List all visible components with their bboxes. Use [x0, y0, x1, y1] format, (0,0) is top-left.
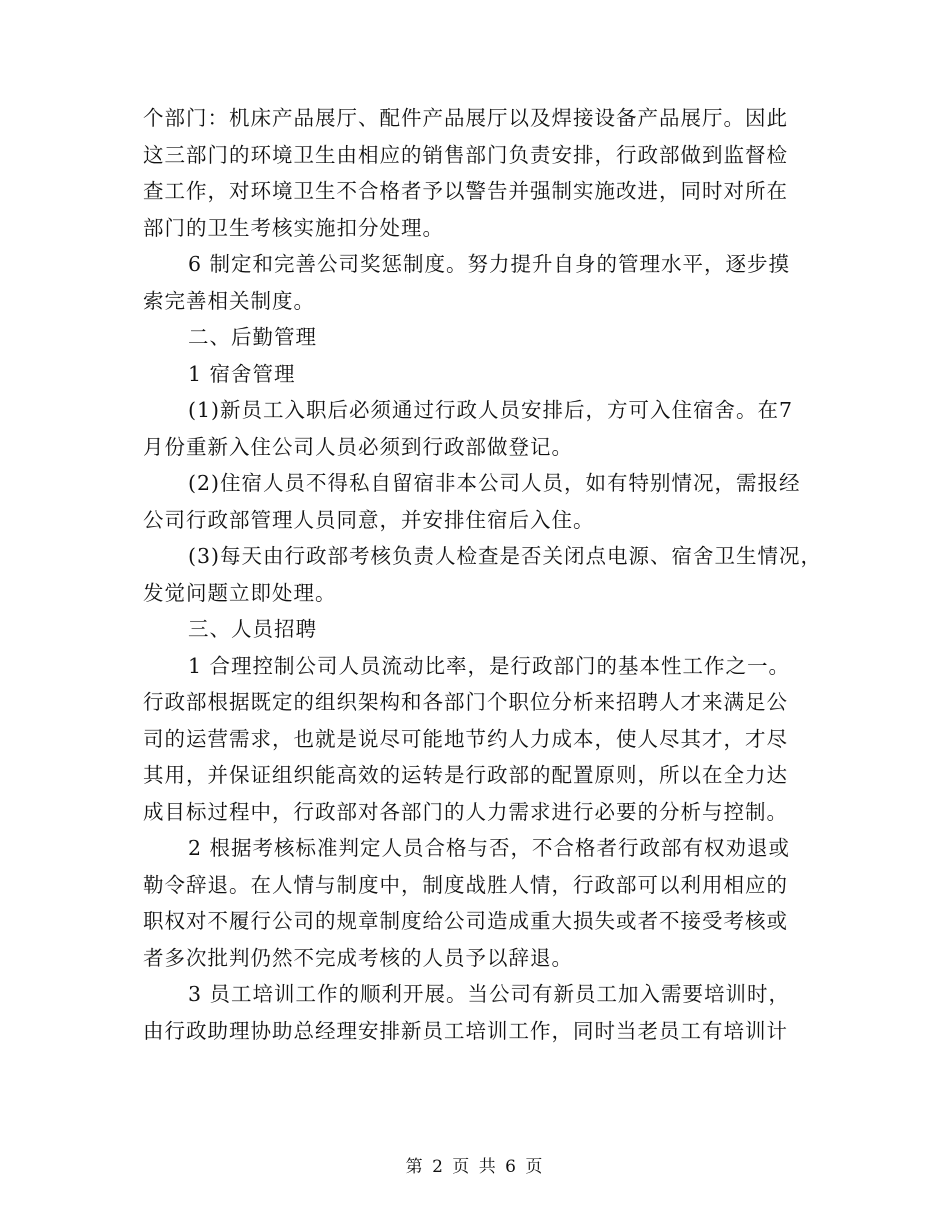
text-line: 查工作，对环境卫生不合格者予以警告并强制实施改进，同时对所在: [143, 179, 788, 203]
text-line: 二、后勤管理: [188, 325, 317, 349]
text-line: 司的运营需求，也就是说尽可能地节约人力成本，使人尽其才，才尽: [143, 726, 788, 751]
text-line: 行政部根据既定的组织架构和各部门个职位分析来招聘人才来满足公: [143, 690, 788, 714]
text-line: (1)新员工入职后必须通过行政人员安排后，方可入住宿舍。在7: [188, 398, 794, 422]
body-text: [143, 100, 823, 1049]
text-line: 1 合理控制公司人员流动比率，是行政部门的基本性工作之一。: [188, 653, 791, 678]
text-line: 成目标过程中，行政部对各部门的人力需求进行必要的分析与控制。: [143, 799, 788, 824]
text-line: 3 员工培训工作的顺利开展。当公司有新员工加入需要培训时，: [188, 982, 791, 1006]
text-line: 部门的卫生考核实施扣分处理。: [143, 215, 444, 240]
text-line: 1 宿舍管理: [188, 361, 296, 386]
text-line: 职权对不履行公司的规章制度给公司造成重大损失或者不接受考核或: [143, 909, 788, 933]
text-line: 公司行政部管理人员同意，并安排住宿后入住。: [143, 507, 595, 532]
text-line: 发觉问题立即处理。: [143, 580, 337, 605]
text-line: 者多次批判仍然不完成考核的人员予以辞退。: [143, 945, 573, 970]
text-line: 索完善相关制度。: [143, 288, 315, 313]
text-line: 这三部门的环境卫生由相应的销售部门负责安排，行政部做到监督检: [143, 142, 788, 167]
text-line: 2 根据考核标准判定人员合格与否，不合格者行政部有权劝退或: [188, 836, 791, 860]
text-line: (2)住宿人员不得私自留宿非本公司人员，如有特别情况，需报经: [188, 471, 801, 495]
text-line: (3)每天由行政部考核负责人检查是否关闭点电源、宿舍卫生情况，: [188, 544, 823, 568]
text-line: 由行政助理协助总经理安排新员工培训工作，同时当老员工有培训计: [143, 1018, 788, 1043]
page-footer: 第 2 页 共 6 页: [405, 1157, 545, 1177]
text-line: 勒令辞退。在人情与制度中，制度战胜人情，行政部可以利用相应的: [143, 872, 788, 897]
text-line: 6 制定和完善公司奖惩制度。努力提升自身的管理水平，逐步摸: [188, 252, 791, 276]
text-line: 其用，并保证组织能高效的运转是行政部的配置原则，所以在全力达: [143, 763, 788, 787]
text-line: 三、人员招聘: [188, 617, 317, 641]
text-line: 个部门：机床产品展厅、配件产品展厅以及焊接设备产品展厅。因此: [143, 106, 788, 130]
text-line: 月份重新入住公司人员必须到行政部做登记。: [143, 434, 573, 459]
